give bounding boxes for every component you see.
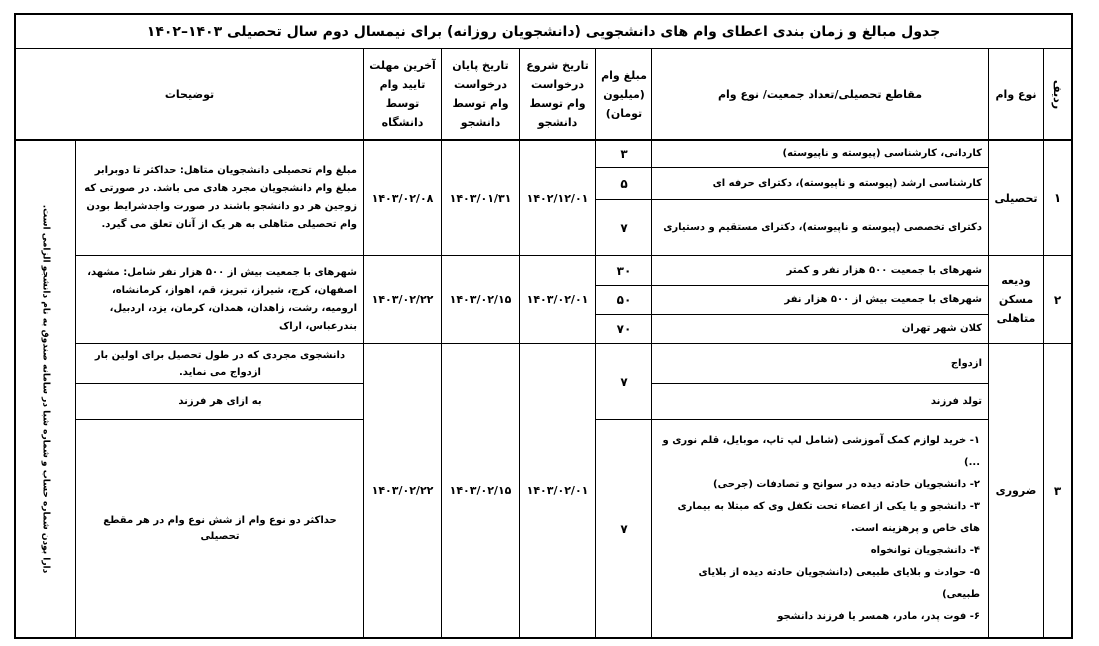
group1-approval-date: ۱۴۰۳/۰۲/۰۸ xyxy=(371,191,434,205)
group3-note-marriage: دانشجوی مجردی که در طول تحصیل برای اولین بار ازدواج می نماید. xyxy=(94,349,346,378)
group3-note-emergency: حداکثر دو نوع وام از شش نوع وام در هر مقطع تحصیلی xyxy=(103,514,337,542)
group3-start-date: ۱۴۰۳/۰۲/۰۱ xyxy=(526,484,589,497)
col-line-amount xyxy=(595,49,596,638)
group3-loan-type: ضروری xyxy=(995,484,1037,497)
group1-note: مبلغ وام تحصیلی دانشجویان متاهل: حداکثر تا دوبرابر مبلغ وام دانشجویان مجرد هادی می باشد. در صورتی که زوجین هر دو دانشجو باشند در صورت واجدشرایط بودن وام تحصیلی متاهلی به هر یک از آنان تعلق می گیرد. xyxy=(84,165,357,230)
group2-end-date: ۱۴۰۳/۰۲/۱۵ xyxy=(449,293,512,306)
header-approval: آخرین مهلت تایید وام توسط دانشگاه xyxy=(369,59,436,129)
header-loan-type: نوع وام xyxy=(995,87,1037,101)
group2-approval-date: ۱۴۰۳/۰۲/۲۲ xyxy=(371,293,434,306)
group1-end-date: ۱۴۰۳/۰۱/۳۱ xyxy=(449,191,512,205)
group3-approval-date: ۱۴۰۳/۰۲/۲۲ xyxy=(371,484,434,497)
group3-amount-emergency: ۷ xyxy=(620,521,628,536)
group2-level-2: شهرهای با جمعیت بیش از ۵۰۰ هزار نفر xyxy=(784,294,982,305)
group1-row-number: ۱ xyxy=(1053,191,1062,205)
group3-amount-top: ۷ xyxy=(620,374,628,389)
group3-level-marriage: ازدواج xyxy=(950,357,982,369)
group1-amount-2: ۵ xyxy=(620,176,628,191)
col-line-notes xyxy=(75,140,76,638)
group3-end-date: ۱۴۰۳/۰۲/۱۵ xyxy=(449,484,512,497)
emergency-item-3: ۳- دانشجو و یا یکی از اعضاء تحت تکفل وی که مبتلا به بیماری های خاص و پرهزینه است. xyxy=(677,500,980,534)
group2-amount-3: ۷۰ xyxy=(616,322,632,336)
group1-level-2: کارشناسی ارشد (پیوسته و ناپیوسته)، دکترای حرفه ای xyxy=(712,177,982,189)
group3-row-number: ۳ xyxy=(1053,483,1062,498)
emergency-item-2: ۲- دانشجویان حادثه دیده در سوانح و تصادفات (جرحی) xyxy=(713,478,980,490)
table-border-right xyxy=(1071,13,1073,639)
header-end: تاریخ پایان درخواست وام توسط دانشجو xyxy=(452,59,509,129)
header-levels: مقاطع تحصیلی/تعداد جمعیت/ نوع وام xyxy=(717,87,923,101)
header-notes: توضیحات xyxy=(164,87,215,101)
header-start: تاریخ شروع درخواست وام توسط دانشجو xyxy=(526,59,589,129)
group1-start-date: ۱۴۰۲/۱۲/۰۱ xyxy=(526,191,589,205)
emergency-item-6: ۶- فوت پدر، مادر، همسر یا فرزند دانشجو xyxy=(777,610,980,622)
group1-loan-type: تحصیلی xyxy=(994,191,1038,205)
group1-level-1: کاردانی، کارشناسی (پیوسته و ناپیوسته) xyxy=(782,148,982,159)
group2-amount-2: ۵۰ xyxy=(616,293,632,307)
emergency-item-4: ۴- دانشجویان توانخواه xyxy=(870,544,980,556)
side-note-cell xyxy=(16,141,75,637)
group3-note-birth: به ازای هر فرزند xyxy=(178,395,262,407)
header-row-no xyxy=(1044,49,1071,139)
group1-amount-3: ۷ xyxy=(620,220,628,235)
group2-note: شهرهای با جمعیت بیش از ۵۰۰ هزار نفر شامل: مشهد، اصفهان، کرج، شیراز، تبریز، قم، اهواز، کرمانشاه، ارومیه، رشت، زاهدان، همدان، کرمان، یزد، اردبیل، بندرعباس، اراک xyxy=(87,266,357,332)
table-border-bottom xyxy=(14,637,1073,639)
group1-level-3: دکترای تخصصی (پیوسته و ناپیوسته)، دکترای مستقیم و دستیاری xyxy=(663,221,982,233)
group2-level-1: شهرهای با جمعیت ۵۰۰ هزار نفر و کمتر xyxy=(786,264,982,276)
emergency-item-5: ۵- حوادث و بلایای طبیعی (دانشجویان حادثه دیده از بلایای طبیعی) xyxy=(698,566,980,600)
group2-row-number: ۲ xyxy=(1053,292,1062,307)
group2-loan-type: ودیعه مسکن متاهلی xyxy=(996,274,1036,325)
group3-emergency-list xyxy=(652,420,988,637)
header-row-no-label: ردیف xyxy=(1051,79,1064,109)
group3-level-birth: تولد فرزند xyxy=(930,395,982,407)
group2-amount-1: ۳۰ xyxy=(616,263,632,278)
page-title: جدول مبالغ و زمان بندی اعطای وام های دانشجویی (دانشجویان روزانه) برای نیمسال دوم سال تحصیلی ۱۴۰۳–۱۴۰۲ xyxy=(146,23,941,40)
side-note: دارا بودن شماره حساب و شماره شبا در سامانه صندوق به نام دانشجو الزامی است. xyxy=(40,204,51,574)
group2-start-date: ۱۴۰۳/۰۲/۰۱ xyxy=(526,293,589,306)
group2-level-3: کلان شهر تهران xyxy=(901,323,982,334)
group1-amount-1: ۳ xyxy=(620,147,628,161)
header-amount: مبلغ وام (میلیون تومان) xyxy=(601,68,647,120)
emergency-item-1: ۱- خرید لوازم کمک آموزشی (شامل لپ تاپ، موبایل، قلم نوری و ...) xyxy=(662,434,980,468)
